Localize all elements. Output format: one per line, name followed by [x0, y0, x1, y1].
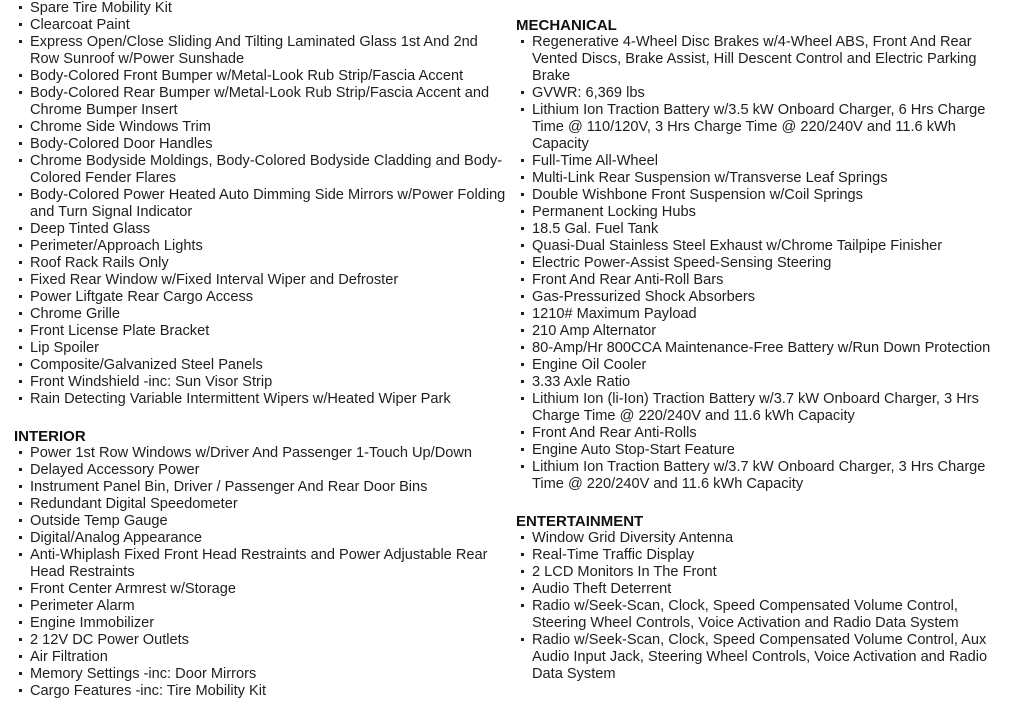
list-item-text: Permanent Locking Hubs	[532, 204, 696, 220]
list-item	[516, 340, 1016, 357]
list-item	[14, 666, 510, 683]
list-item-text: Full-Time All-Wheel	[532, 153, 658, 169]
list-item-text: Digital/Analog Appearance	[30, 530, 203, 546]
square-bullet-icon	[19, 329, 22, 332]
list-item	[14, 530, 510, 547]
square-bullet-icon	[521, 278, 524, 281]
list-item	[14, 119, 510, 136]
list-item	[516, 547, 1016, 564]
square-bullet-icon	[19, 502, 22, 505]
square-bullet-icon	[19, 604, 22, 607]
list-item	[14, 632, 510, 649]
square-bullet-icon	[521, 40, 524, 43]
list-item	[516, 581, 1016, 598]
list-item-text: Double Wishbone Front Suspension w/Coil Springs	[532, 187, 863, 203]
list-item-text: Chrome Grille	[30, 306, 121, 322]
square-bullet-icon	[521, 193, 524, 196]
list-item	[14, 547, 510, 581]
list-item	[516, 598, 1016, 632]
list-item-text: Multi-Link Rear Suspension w/Transverse Leaf Springs	[532, 170, 888, 186]
square-bullet-icon	[521, 108, 524, 111]
square-bullet-icon	[19, 621, 22, 624]
list-item	[14, 85, 510, 119]
list-item	[516, 564, 1016, 581]
list-item-text: Memory Settings -inc: Door Mirrors	[30, 666, 257, 682]
square-bullet-icon	[521, 176, 524, 179]
list-item-text: Anti-Whiplash Fixed Front Head Restraints and Power Adjustable Rear Head Restraints	[30, 547, 488, 580]
list-item-text: Quasi-Dual Stainless Steel Exhaust w/Chrome Tailpipe Finisher	[532, 238, 943, 254]
list-item	[14, 615, 510, 632]
list-item-text: 18.5 Gal. Fuel Tank	[532, 221, 659, 237]
square-bullet-icon	[521, 91, 524, 94]
list-item-text: 1210# Maximum Payload	[532, 306, 697, 322]
square-bullet-icon	[19, 125, 22, 128]
list-item-text: Rain Detecting Variable Intermittent Wipers w/Heated Wiper Park	[30, 391, 451, 407]
interior-list	[14, 445, 510, 700]
list-item	[516, 391, 1016, 425]
list-item	[14, 683, 510, 700]
list-item-text: Real-Time Traffic Display	[532, 547, 695, 563]
list-item-text: 2 12V DC Power Outlets	[30, 632, 189, 648]
square-bullet-icon	[19, 159, 22, 162]
list-item-text: Window Grid Diversity Antenna	[532, 530, 734, 546]
square-bullet-icon	[521, 553, 524, 556]
list-item	[516, 85, 1016, 102]
square-bullet-icon	[19, 142, 22, 145]
square-bullet-icon	[19, 672, 22, 675]
exterior-section	[14, 0, 510, 408]
section-gap	[14, 408, 510, 428]
list-item-text: Front License Plate Bracket	[30, 323, 210, 339]
list-item	[14, 340, 510, 357]
square-bullet-icon	[521, 638, 524, 641]
list-item	[14, 513, 510, 530]
list-item	[516, 357, 1016, 374]
square-bullet-icon	[521, 346, 524, 349]
list-item-text: Body-Colored Rear Bumper w/Metal-Look Rub Strip/Fascia Accent and Chrome Bumper Insert	[30, 85, 490, 118]
square-bullet-icon	[19, 295, 22, 298]
square-bullet-icon	[19, 468, 22, 471]
list-item	[516, 238, 1016, 255]
square-bullet-icon	[19, 451, 22, 454]
list-item-text: 80-Amp/Hr 800CCA Maintenance-Free Battery w/Run Down Protection	[532, 340, 991, 356]
square-bullet-icon	[521, 397, 524, 400]
list-item-text: Audio Theft Deterrent	[532, 581, 672, 597]
list-item-text: Electric Power-Assist Speed-Sensing Steering	[532, 255, 832, 271]
mechanical-list	[516, 34, 1016, 493]
list-item	[14, 68, 510, 85]
list-item-text: Radio w/Seek-Scan, Clock, Speed Compensated Volume Control, Aux Audio Input Jack, Steering Wheel Controls, Voice Activation and Radio Data System	[532, 632, 988, 682]
list-item-text: Lithium Ion (li-Ion) Traction Battery w/3.7 kW Onboard Charger, 3 Hrs Charge Time @ 220/240V and 11.6 kWh Capacity	[532, 391, 979, 424]
list-item-text: Engine Oil Cooler	[532, 357, 647, 373]
list-item-text: Chrome Bodyside Moldings, Body-Colored Bodyside Cladding and Body-Colored Fender Flares	[30, 153, 503, 186]
list-item-text: Front Center Armrest w/Storage	[30, 581, 237, 597]
square-bullet-icon	[19, 655, 22, 658]
square-bullet-icon	[19, 227, 22, 230]
list-item	[516, 272, 1016, 289]
square-bullet-icon	[521, 604, 524, 607]
list-item-text: Roof Rack Rails Only	[30, 255, 169, 271]
square-bullet-icon	[521, 329, 524, 332]
list-item-text: Lithium Ion Traction Battery w/3.5 kW Onboard Charger, 6 Hrs Charge Time @ 110/120V, 3 Hrs Charge Time @ 220/240V and 11.6 kWh Capacity	[532, 102, 986, 152]
list-item	[14, 496, 510, 513]
square-bullet-icon	[521, 159, 524, 162]
list-item	[516, 289, 1016, 306]
square-bullet-icon	[19, 638, 22, 641]
list-item	[14, 187, 510, 221]
list-item	[14, 323, 510, 340]
interior-section	[14, 428, 510, 700]
square-bullet-icon	[19, 485, 22, 488]
list-item	[516, 323, 1016, 340]
square-bullet-icon	[19, 91, 22, 94]
list-item	[516, 306, 1016, 323]
exterior-list	[14, 0, 510, 408]
list-item	[516, 255, 1016, 272]
list-item	[14, 479, 510, 496]
square-bullet-icon	[521, 295, 524, 298]
mechanical-section	[516, 17, 1016, 493]
list-item	[14, 255, 510, 272]
square-bullet-icon	[521, 587, 524, 590]
square-bullet-icon	[19, 346, 22, 349]
list-item	[14, 17, 510, 34]
list-item	[14, 272, 510, 289]
square-bullet-icon	[19, 312, 22, 315]
list-item	[516, 102, 1016, 153]
square-bullet-icon	[19, 278, 22, 281]
list-item-text: 3.33 Axle Ratio	[532, 374, 631, 390]
entertainment-heading: ENTERTAINMENT	[516, 513, 644, 530]
list-item	[516, 632, 1016, 683]
list-item	[516, 530, 1016, 547]
list-item-text: Radio w/Seek-Scan, Clock, Speed Compensated Volume Control, Steering Wheel Controls, Voice Activation and Radio Data System	[532, 598, 959, 631]
square-bullet-icon	[19, 380, 22, 383]
section-gap	[516, 493, 1016, 513]
list-item-text: Fixed Rear Window w/Fixed Interval Wiper and Defroster	[30, 272, 399, 288]
square-bullet-icon	[19, 397, 22, 400]
list-item-text: Clearcoat Paint	[30, 17, 130, 33]
list-item-text: Instrument Panel Bin, Driver / Passenger And Rear Door Bins	[30, 479, 428, 495]
list-item	[14, 0, 510, 17]
list-item-text: Lithium Ion Traction Battery w/3.7 kW Onboard Charger, 3 Hrs Charge Time @ 220/240V and 11.6 kWh Capacity	[532, 459, 986, 492]
square-bullet-icon	[19, 519, 22, 522]
square-bullet-icon	[19, 689, 22, 692]
square-bullet-icon	[521, 570, 524, 573]
list-item	[14, 374, 510, 391]
list-item-text: Front And Rear Anti-Rolls	[532, 425, 697, 441]
list-item-text: Composite/Galvanized Steel Panels	[30, 357, 263, 373]
list-item	[14, 649, 510, 666]
square-bullet-icon	[521, 536, 524, 539]
list-item	[516, 187, 1016, 204]
left-column	[14, 0, 510, 700]
square-bullet-icon	[521, 465, 524, 468]
list-item-text: Express Open/Close Sliding And Tilting Laminated Glass 1st And 2nd Row Sunroof w/Power Sunshade	[30, 34, 478, 67]
entertainment-list	[516, 530, 1016, 683]
list-item-text: Perimeter Alarm	[30, 598, 135, 614]
list-item-text: Front And Rear Anti-Roll Bars	[532, 272, 724, 288]
list-item-text: Engine Auto Stop-Start Feature	[532, 442, 735, 458]
right-column	[516, 17, 1016, 683]
list-item	[14, 445, 510, 462]
square-bullet-icon	[521, 431, 524, 434]
square-bullet-icon	[521, 210, 524, 213]
list-item	[516, 459, 1016, 493]
list-item-text: GVWR: 6,369 lbs	[532, 85, 645, 101]
list-item-text: Spare Tire Mobility Kit	[30, 0, 172, 16]
list-item	[14, 238, 510, 255]
list-item-text: 2 LCD Monitors In The Front	[532, 564, 717, 580]
list-item	[516, 204, 1016, 221]
list-item	[14, 289, 510, 306]
square-bullet-icon	[521, 244, 524, 247]
list-item-text: Deep Tinted Glass	[30, 221, 151, 237]
square-bullet-icon	[19, 261, 22, 264]
list-item	[14, 391, 510, 408]
list-item	[516, 170, 1016, 187]
list-item	[14, 136, 510, 153]
list-item-text: Body-Colored Front Bumper w/Metal-Look Rub Strip/Fascia Accent	[30, 68, 464, 84]
list-item-text: Cargo Features -inc: Tire Mobility Kit	[30, 683, 267, 699]
list-item	[14, 581, 510, 598]
list-item	[14, 221, 510, 238]
square-bullet-icon	[19, 536, 22, 539]
list-item-text: Outside Temp Gauge	[30, 513, 168, 529]
list-item-text: Front Windshield -inc: Sun Visor Strip	[30, 374, 273, 390]
list-item-text: Perimeter/Approach Lights	[30, 238, 203, 254]
square-bullet-icon	[521, 363, 524, 366]
square-bullet-icon	[19, 244, 22, 247]
list-item-text: Lip Spoiler	[30, 340, 99, 356]
square-bullet-icon	[19, 363, 22, 366]
list-item-text: Delayed Accessory Power	[30, 462, 200, 478]
list-item	[516, 221, 1016, 238]
square-bullet-icon	[19, 40, 22, 43]
square-bullet-icon	[521, 261, 524, 264]
square-bullet-icon	[521, 227, 524, 230]
list-item	[516, 34, 1016, 85]
list-item	[14, 357, 510, 374]
list-item	[14, 462, 510, 479]
list-item	[14, 153, 510, 187]
list-item-text: Engine Immobilizer	[30, 615, 155, 631]
list-item	[516, 153, 1016, 170]
list-item-text: Power 1st Row Windows w/Driver And Passenger 1-Touch Up/Down	[30, 445, 473, 461]
list-item-text: Gas-Pressurized Shock Absorbers	[532, 289, 756, 305]
list-item	[516, 374, 1016, 391]
square-bullet-icon	[19, 6, 22, 9]
list-item-text: Air Filtration	[30, 649, 108, 665]
list-item-text: 210 Amp Alternator	[532, 323, 657, 339]
square-bullet-icon	[19, 553, 22, 556]
square-bullet-icon	[19, 74, 22, 77]
list-item	[14, 306, 510, 323]
list-item	[14, 34, 510, 68]
list-item-text: Redundant Digital Speedometer	[30, 496, 238, 512]
mechanical-heading: MECHANICAL	[516, 17, 617, 34]
square-bullet-icon	[19, 587, 22, 590]
square-bullet-icon	[521, 448, 524, 451]
square-bullet-icon	[521, 312, 524, 315]
list-item-text: Regenerative 4-Wheel Disc Brakes w/4-Wheel ABS, Front And Rear Vented Discs, Brake Assist, Hill Descent Control and Electric Parking Brake	[532, 34, 977, 84]
interior-heading: INTERIOR	[14, 428, 86, 445]
list-item-text: Body-Colored Power Heated Auto Dimming Side Mirrors w/Power Folding and Turn Signal Indicator	[30, 187, 506, 220]
list-item-text: Body-Colored Door Handles	[30, 136, 213, 152]
list-item-text: Chrome Side Windows Trim	[30, 119, 211, 135]
square-bullet-icon	[521, 380, 524, 383]
square-bullet-icon	[19, 23, 22, 26]
square-bullet-icon	[19, 193, 22, 196]
list-item	[516, 442, 1016, 459]
entertainment-section	[516, 513, 1016, 683]
list-item-text: Power Liftgate Rear Cargo Access	[30, 289, 254, 305]
list-item	[516, 425, 1016, 442]
list-item	[14, 598, 510, 615]
